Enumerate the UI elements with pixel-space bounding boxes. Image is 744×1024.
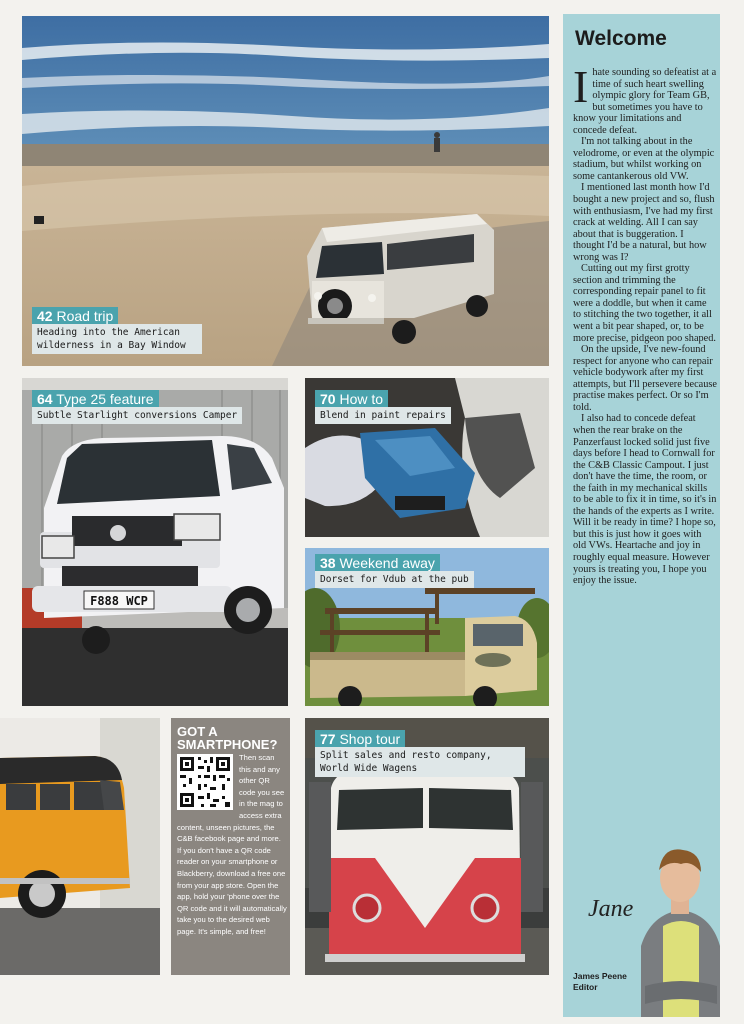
shop-tour-photo [305, 718, 549, 975]
shop-tour-subtitle: Split sales and resto company, World Wide Wagens [315, 747, 525, 777]
road-trip-title: 42 Road trip [32, 307, 118, 326]
editor-credit: James Peene Editor [573, 971, 627, 992]
qr-code[interactable] [177, 754, 233, 810]
how-to-photo [305, 378, 549, 537]
welcome-heading: Welcome [575, 27, 667, 50]
drop-cap: I [573, 61, 589, 112]
how-to-subtitle: Blend in paint repairs [315, 407, 451, 424]
road-trip-photo [22, 16, 549, 366]
type25-subtitle: Subtle Starlight conversions Camper [32, 407, 242, 424]
editorial-text: Ihate sounding so defeatist at a time of such heart swelling olympic glory for Team GB, but sometimes you have to know your limitations and concede defeat. I'm not talking about in the velodrome, or even at the olympic stadium, but whilst working on some cantankerous old VW. I mentioned last month how I'd bought a new project and so, flush with enthusiasm, I've had my first crack at welding. All I can say about that is buggeration. I thought I'd be a natural, but how wrong was I? Cutting out my first grotty section and trimming the corresponding repair panel to fit were a doddle, but when it came to stitching the two together, it all went a bit pear shaped, or, to be more precise, pidgeon poo shaped. On the upside, I've new-found respect for anyone who can repair vehicle bodywork after my first attempts, but I'll persevere because practise makes perfect. Or so I'm told. I also had to concede defeat when the rear brake on the Panzerfaust locked solid just five days before I head to Cornwall for the C&B Classic Campout. I just don't have the time, the room, or the faith in my mechanical skills to be able to fix it in time, so it's in the hands of the experts as I write. Will it be ready in time? I hope so, but this is just how it goes with old VWs. Heartache and joy in roughly equal measure. However yours is treating you, I hope you enjoy the issue. [573, 61, 717, 587]
number-plate: F888 WCP [90, 594, 148, 608]
weekend-away-photo [305, 548, 549, 706]
weekend-away-subtitle: Dorset for Vdub at the pub [315, 571, 474, 588]
type25-title: 64 Type 25 feature [32, 390, 159, 409]
qr-instructions: Then scan this and any other QR code you see in the mag to access extra content, unseen pictures, the C&B facebook page and more. If you don't have a QR code reader on your smartphone or Blackberry, download a free one from your app store. Open the app, hold your 'phone over the QR code and it will automatically take you to the desired web page. It's simple, and free! [177, 753, 287, 936]
split-screen-photo [0, 718, 160, 975]
how-to-title: 70 How to [315, 390, 388, 409]
type25-photo [22, 378, 288, 706]
road-trip-subtitle: Heading into the American wilderness in a Bay Window [32, 324, 202, 354]
smartphone-qr-box [171, 718, 290, 975]
editor-signature: Jane [588, 896, 634, 922]
qr-heading: GOT A SMARTPHONE? [177, 724, 278, 752]
weekend-away-title: 38 Weekend away [315, 554, 440, 573]
shop-tour-title: 77 Shop tour [315, 730, 405, 749]
editor-portrait [641, 836, 720, 1017]
editorial-sidebar [563, 14, 720, 1017]
